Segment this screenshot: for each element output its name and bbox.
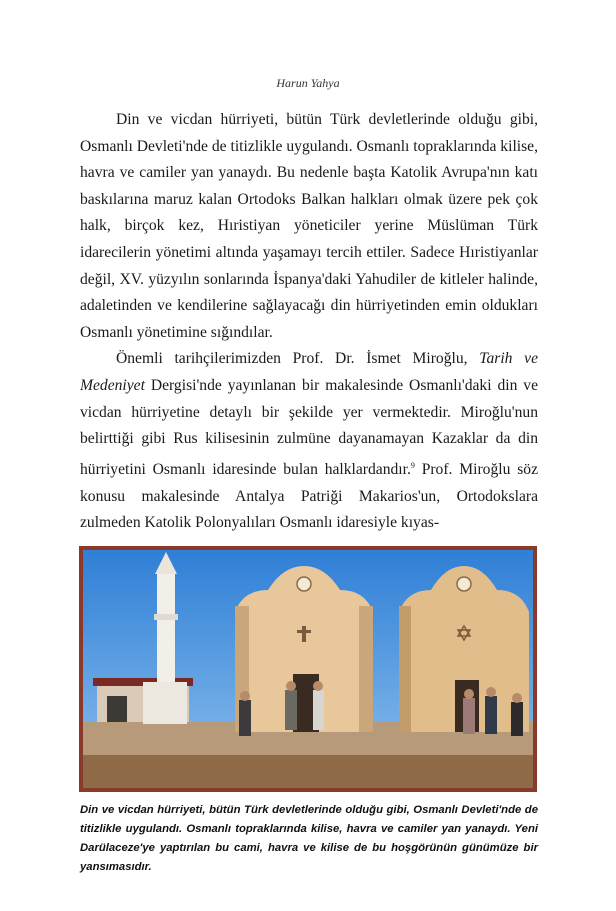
person xyxy=(285,690,297,730)
chapel-right-pillar xyxy=(399,606,411,732)
paragraph-1: Din ve vicdan hürriyeti, bütün Türk devletlerinde olduğu gibi, Osmanlı Devleti'nde de titizlikle uygulandı. Osmanlı topraklarında kilise, havra ve camiler yan yanaydı. Bu nedenle başta Katolik Avrupa'nın katı baskılarına maruz kalan Ortodoks Balkan halkları olmak üzere pek çok halk, birçok kez, Hıristiyan yöneticiler yerine Müslüman Türk idarecilerin yönetimi altında yaşamayı tercih ettiler. Sadece Hıristiyanlar değil, XV. yüzyılın sonlarında İspanya'daki Yahudiler de kitleler halinde, adaletinden ve kendilerine sağlayacağı din hürriyetinden emin oldukları Osmanlı yönetimine sığındılar. xyxy=(80,111,538,341)
person-head xyxy=(286,681,296,691)
person xyxy=(463,698,475,734)
person xyxy=(485,696,497,734)
footnote-marker: 9 xyxy=(410,460,415,470)
person-head xyxy=(240,691,250,701)
minaret-balcony xyxy=(154,614,178,620)
paragraph-2-intro: Önemli tarihçilerimizden Prof. Dr. İsmet Miroğlu, xyxy=(116,350,468,368)
person-head xyxy=(486,687,496,697)
person-head xyxy=(313,681,323,691)
photo-mosque-synagogue-church xyxy=(79,546,537,792)
pavilion-door xyxy=(107,696,127,722)
journal-title: Tarih ve Medeniyet xyxy=(80,350,538,394)
person-head xyxy=(464,689,474,699)
person xyxy=(511,702,523,736)
figure-caption: Din ve vicdan hürriyeti, bütün Türk devletlerinde olduğu gibi, Osmanlı Devleti'nde de titizlikle uygulandı. Osmanlı topraklarında kilise, havra ve camiler yan yanaydı. Yeni Darülaceze'ye yaptırılan bu cami, havra ve kilise de bu hoşgörünün günümüze bir yansımasıdır. xyxy=(80,804,538,873)
person xyxy=(239,700,251,736)
mosque-base xyxy=(143,682,187,724)
chapel-right-window xyxy=(457,577,471,591)
photo-illustration xyxy=(83,550,533,788)
paragraph-2 xyxy=(80,346,538,536)
paragraph-2-middle: Dergisi'nde yayınlanan bir makalesinde Osmanlı'daki din ve vicdan hürriyetine detaylı bir şekilde yer vermektedir. Miroğlu'nun belirttiği gibi Rus kilisesinin zulmüne dayanamayan Kazaklar da din hürriyetini Osmanlı idaresinde bulan halklardandır. xyxy=(80,376,538,478)
person-head xyxy=(512,693,522,703)
cross-icon-bar xyxy=(297,630,311,633)
person xyxy=(313,690,324,730)
paragraph-2-end: Prof. Miroğlu söz konusu makalesinde Antalya Patriği Makarios'un, Ortodokslara zulmeden Katolik Polonyalıları Osmanlı idaresiyle kıyas- xyxy=(80,460,538,532)
chapel-left-window xyxy=(297,577,311,591)
chapel-left-pillar-right xyxy=(359,606,373,732)
body-text xyxy=(80,107,538,537)
cross-icon xyxy=(302,626,306,642)
running-head: Harun Yahya xyxy=(276,76,340,90)
foreground-soil xyxy=(83,755,533,788)
